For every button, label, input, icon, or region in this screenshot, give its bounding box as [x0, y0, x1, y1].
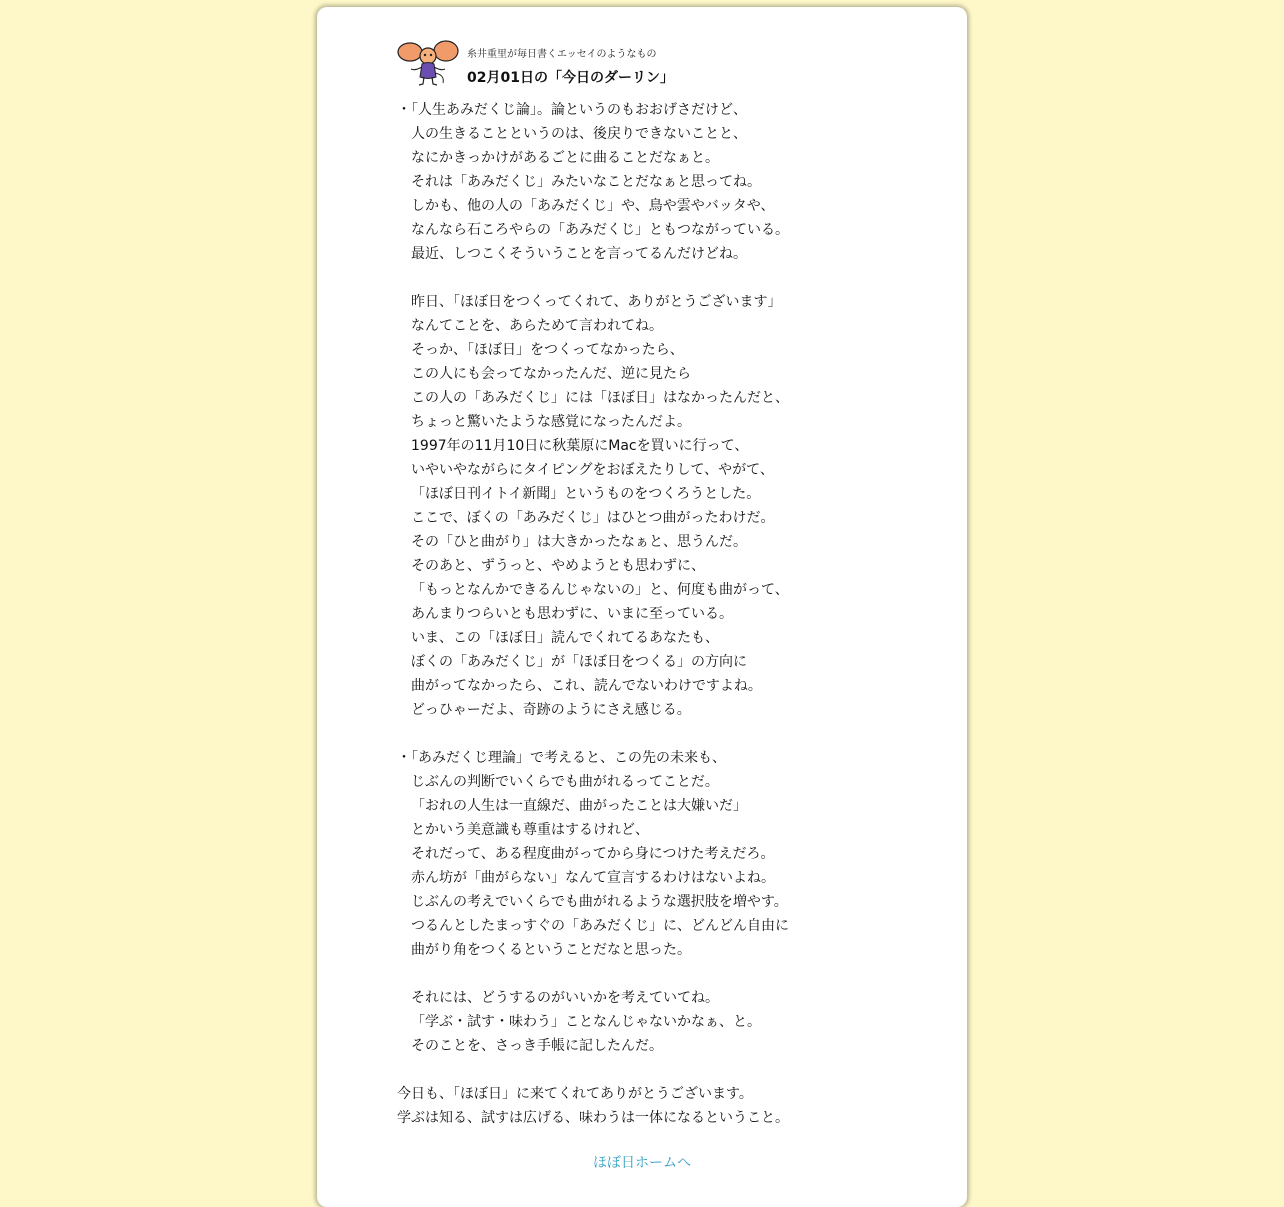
- essay-line: 昨日、「ほぼ日をつくってくれて、ありがとうございます」: [411, 294, 782, 310]
- essay-line: なんなら石ころやらの「あみだくじ」ともつながっている。: [411, 222, 789, 238]
- essay-blank-line: [397, 962, 937, 986]
- essay-line: なにかきっかけがあるごとに曲ることだなぁと。: [411, 150, 719, 166]
- essay-line: じぶんの考えでいくらでも曲がれるような選択肢を増やす。: [411, 894, 788, 910]
- essay-line: 人の生きることというのは、後戻りできないことと、: [411, 126, 747, 142]
- essay-line: この人にも会ってなかったんだ、逆に見たら: [411, 366, 691, 382]
- essay-line: その「ひと曲がり」は大きかったなぁと、思うんだ。: [411, 534, 747, 550]
- essay-line: 「もっとなんかできるんじゃないの」と、何度も曲がって、: [411, 582, 789, 598]
- essay-line: ・「あみだくじ理論」で考えると、この先の未来も、: [397, 750, 726, 766]
- essay-line: そのあと、ずうっと、やめようとも思わずに、: [411, 558, 705, 574]
- essay-header: [397, 37, 897, 97]
- essay-line: いま、この「ほぼ日」読んでくれてるあなたも、: [411, 630, 719, 646]
- essay-line: 「おれの人生は一直線だ、曲がったことは大嫌いだ」: [411, 798, 747, 814]
- essay-line: ・「人生あみだくじ論」。論というのもおおげさだけど、: [397, 102, 747, 118]
- essay-line: この人の「あみだくじ」には「ほぼ日」はなかったんだと、: [411, 390, 789, 406]
- essay-card: [317, 7, 967, 1207]
- essay-line: 今日も、「ほぼ日」に来てくれてありがとうございます。: [397, 1086, 753, 1102]
- essay-body: [397, 98, 937, 1130]
- essay-line: 「学ぶ・試す・味わう」ことなんじゃないかなぁ、と。: [411, 1014, 761, 1030]
- essay-line: しかも、他の人の「あみだくじ」や、鳥や雲やバッタや、: [411, 198, 775, 214]
- essay-blank-line: [397, 1058, 937, 1082]
- essay-line: 赤ん坊が「曲がらない」なんて宣言するわけはないよね。: [411, 870, 775, 886]
- essay-line: あんまりつらいとも思わずに、いまに至っている。: [411, 606, 733, 622]
- essay-line: 最近、しつこくそういうことを言ってるんだけどね。: [411, 246, 747, 262]
- home-link[interactable]: ほぼ日ホームへ: [593, 1155, 691, 1171]
- essay-line: どっひゃーだよ、奇跡のようにさえ感じる。: [411, 702, 691, 718]
- essay-line: そのことを、さっき手帳に記したんだ。: [411, 1038, 663, 1054]
- essay-line: それには、どうするのがいいかを考えていてね。: [411, 990, 719, 1006]
- essay-line: それは「あみだくじ」みたいなことだなぁと思ってね。: [411, 174, 761, 190]
- essay-line: そっか、「ほぼ日」をつくってなかったら、: [411, 342, 684, 358]
- darling-mascot-icon: [397, 39, 459, 87]
- essay-line: 曲がってなかったら、これ、読んでないわけですよね。: [411, 678, 762, 694]
- essay-line: ちょっと驚いたような感覚になったんだよ。: [411, 414, 691, 430]
- page-title: 02月01日の「今日のダーリン」: [467, 70, 674, 86]
- essay-line: じぶんの判断でいくらでも曲がれるってことだ。: [411, 774, 719, 790]
- essay-line: 1997年の11月10日に秋葉原にMacを買いに行って、: [411, 438, 749, 454]
- essay-line: ここで、ぼくの「あみだくじ」はひとつ曲がったわけだ。: [411, 510, 775, 526]
- essay-line: なんてことを、あらためて言われてね。: [411, 318, 663, 334]
- essay-line: 学ぶは知る、試すは広げる、味わうは一体になるということ。: [397, 1110, 789, 1126]
- essay-line: 「ほぼ日刊イトイ新聞」というものをつくろうとした。: [411, 486, 761, 502]
- essay-line: ぼくの「あみだくじ」が「ほぼ日をつくる」の方向に: [411, 654, 747, 670]
- essay-blank-line: [397, 722, 937, 746]
- essay-line: つるんとしたまっすぐの「あみだくじ」に、どんどん自由に: [411, 918, 789, 934]
- essay-line: 曲がり角をつくるということだなと思った。: [411, 942, 691, 958]
- essay-line: とかいう美意識も尊重はするけれど、: [411, 822, 649, 838]
- essay-blank-line: [397, 266, 937, 290]
- essay-line: いやいやながらにタイピングをおぼえたりして、やがて、: [411, 462, 774, 478]
- essay-series-subtitle: 糸井重里が毎日書くエッセイのようなもの: [467, 49, 657, 60]
- essay-line: それだって、ある程度曲がってから身につけた考えだろ。: [411, 846, 775, 862]
